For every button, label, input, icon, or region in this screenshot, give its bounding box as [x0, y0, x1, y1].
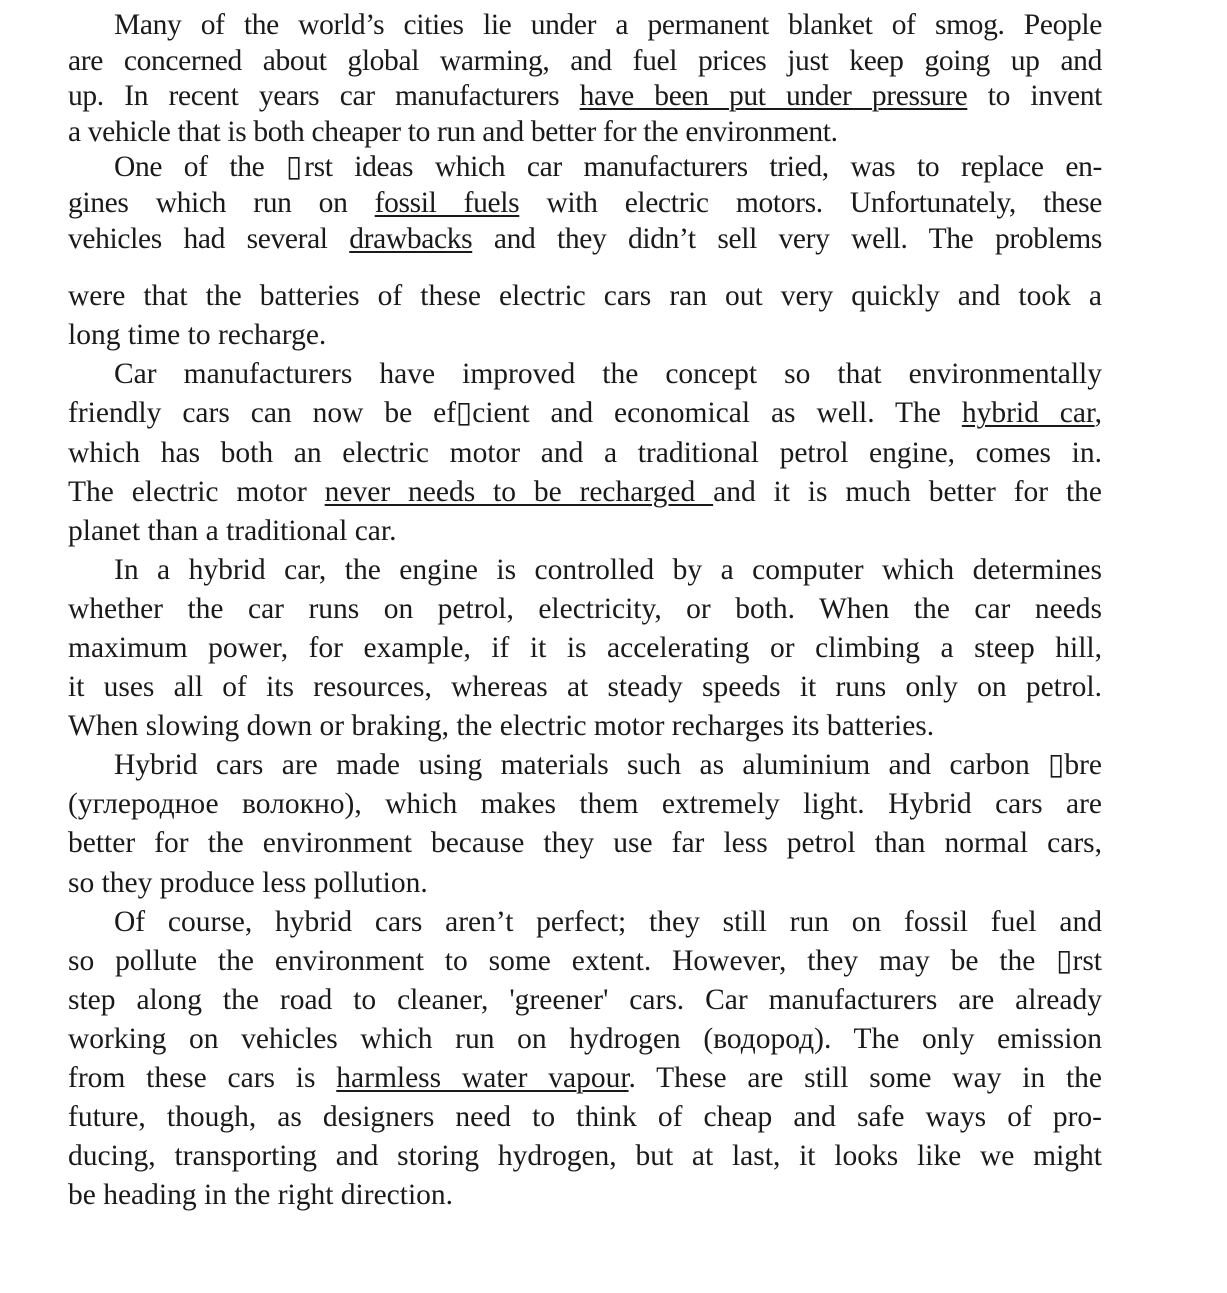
text-line — [68, 981, 1102, 1020]
text-line — [68, 150, 1102, 186]
text-block-top — [68, 8, 1102, 257]
line-text: working on vehicles which run on hydrogen (водород). The only emission — [68, 1022, 1102, 1055]
line-text: future, though, as designers need to think of cheap and safe ways of pro- — [68, 1101, 1102, 1134]
text-line — [68, 512, 1102, 551]
text-line — [68, 1020, 1102, 1059]
line-text: to invent — [967, 80, 1102, 113]
line-text: ducing, transporting and storing hydrogen, but at last, it looks like we might — [68, 1140, 1102, 1173]
text-line — [68, 8, 1102, 44]
text-line — [68, 1098, 1102, 1137]
text-line — [68, 1176, 1102, 1215]
text-line — [68, 785, 1102, 824]
line-text: Many of the world’s cities lie under a permanent blanket of smog. People — [114, 9, 1102, 41]
line-text: . These are still some way in the — [628, 1062, 1102, 1095]
line-text: friendly cars can now be ef▯cient and economical as well. The — [68, 397, 962, 430]
text-line — [68, 115, 1102, 151]
line-text: so pollute the environment to some extent. However, they may be the ▯rst — [68, 944, 1102, 977]
line-text: One of the ▯ rst ideas which car manufacturers tried, was to replace en- — [114, 151, 1102, 184]
line-text: long time to recharge. — [68, 319, 327, 352]
underlined-phrase: never needs to be recharged — [324, 475, 714, 508]
underlined-phrase: fossil fuels — [374, 186, 520, 219]
line-text: The electric motor — [68, 475, 325, 508]
text-line — [68, 355, 1102, 394]
text-line — [68, 394, 1102, 433]
line-text: vehicles had several — [68, 222, 350, 255]
line-text: step along the road to cleaner, 'greener' cars. Car manufacturers are already — [68, 983, 1102, 1016]
line-text: up. In recent years car manufacturers — [68, 80, 580, 113]
text-line — [68, 186, 1102, 222]
line-text: Car manufacturers have improved the concept so that environmentally — [114, 358, 1102, 391]
text-line — [68, 668, 1102, 707]
text-line — [68, 629, 1102, 668]
underlined-phrase: drawbacks — [349, 222, 473, 255]
text-line — [68, 277, 1102, 316]
line-text: and it is much better for the — [713, 475, 1102, 508]
text-line — [68, 434, 1102, 473]
line-text: whether the car runs on petrol, electricity, or both. When the car needs — [68, 592, 1102, 625]
text-line — [68, 590, 1102, 629]
line-text: , — [1094, 397, 1102, 430]
line-text: When slowing down or braking, the electric motor recharges its batteries. — [68, 710, 935, 743]
text-line — [68, 746, 1102, 785]
line-text: from these cars is — [68, 1062, 337, 1095]
text-line — [68, 79, 1102, 115]
line-text: a vehicle that is both cheaper to run and better for the environment. — [68, 115, 838, 148]
text-line — [68, 903, 1102, 942]
underlined-phrase: hybrid car — [961, 397, 1095, 430]
line-text: planet than a traditional car. — [68, 514, 397, 547]
text-line — [68, 316, 1102, 355]
line-text: In a hybrid car, the engine is controlled by a computer which determines — [114, 553, 1102, 586]
underlined-phrase: harmless water vapour — [336, 1062, 629, 1095]
text-line — [68, 551, 1102, 590]
text-line — [68, 44, 1102, 80]
line-text: better for the environment because they use far less petrol than normal cars, — [68, 827, 1102, 860]
line-text: were that the batteries of these electric cars ran out very quickly and took a — [68, 280, 1102, 313]
line-text: are concerned about global warming, and fuel prices just keep going up and — [68, 44, 1102, 77]
line-text: it uses all of its resources, whereas at steady speeds it runs only on petrol. — [68, 671, 1102, 704]
line-text: gines which run on — [68, 186, 375, 219]
document-page — [68, 8, 1102, 1215]
line-text: with electric motors. Unfortunately, these — [519, 186, 1102, 219]
line-text: so they produce less pollution. — [68, 866, 428, 899]
text-line — [68, 707, 1102, 746]
line-text: be heading in the right direction. — [68, 1179, 454, 1212]
text-line — [68, 824, 1102, 863]
line-text: which has both an electric motor and a traditional petrol engine, comes in. — [68, 436, 1102, 469]
text-line — [68, 1059, 1102, 1098]
line-text: Of course, hybrid cars aren’t perfect; they still run on fossil fuel and — [114, 905, 1102, 938]
text-block-bottom — [68, 277, 1102, 1215]
line-text: (углеродное волокно), which makes them extremely light. Hybrid cars are — [68, 788, 1102, 821]
text-line — [68, 1137, 1102, 1176]
text-line — [68, 864, 1102, 903]
line-text: and they didn’t sell very well. The problems — [472, 222, 1102, 255]
line-text: Hybrid cars are made using materials such as aluminium and carbon ▯bre — [114, 749, 1102, 782]
underlined-phrase: have been put under pressure — [579, 80, 968, 113]
text-line — [68, 222, 1102, 258]
text-line — [68, 473, 1102, 512]
line-text: maximum power, for example, if it is accelerating or climbing a steep hill, — [68, 632, 1102, 664]
text-line — [68, 942, 1102, 981]
